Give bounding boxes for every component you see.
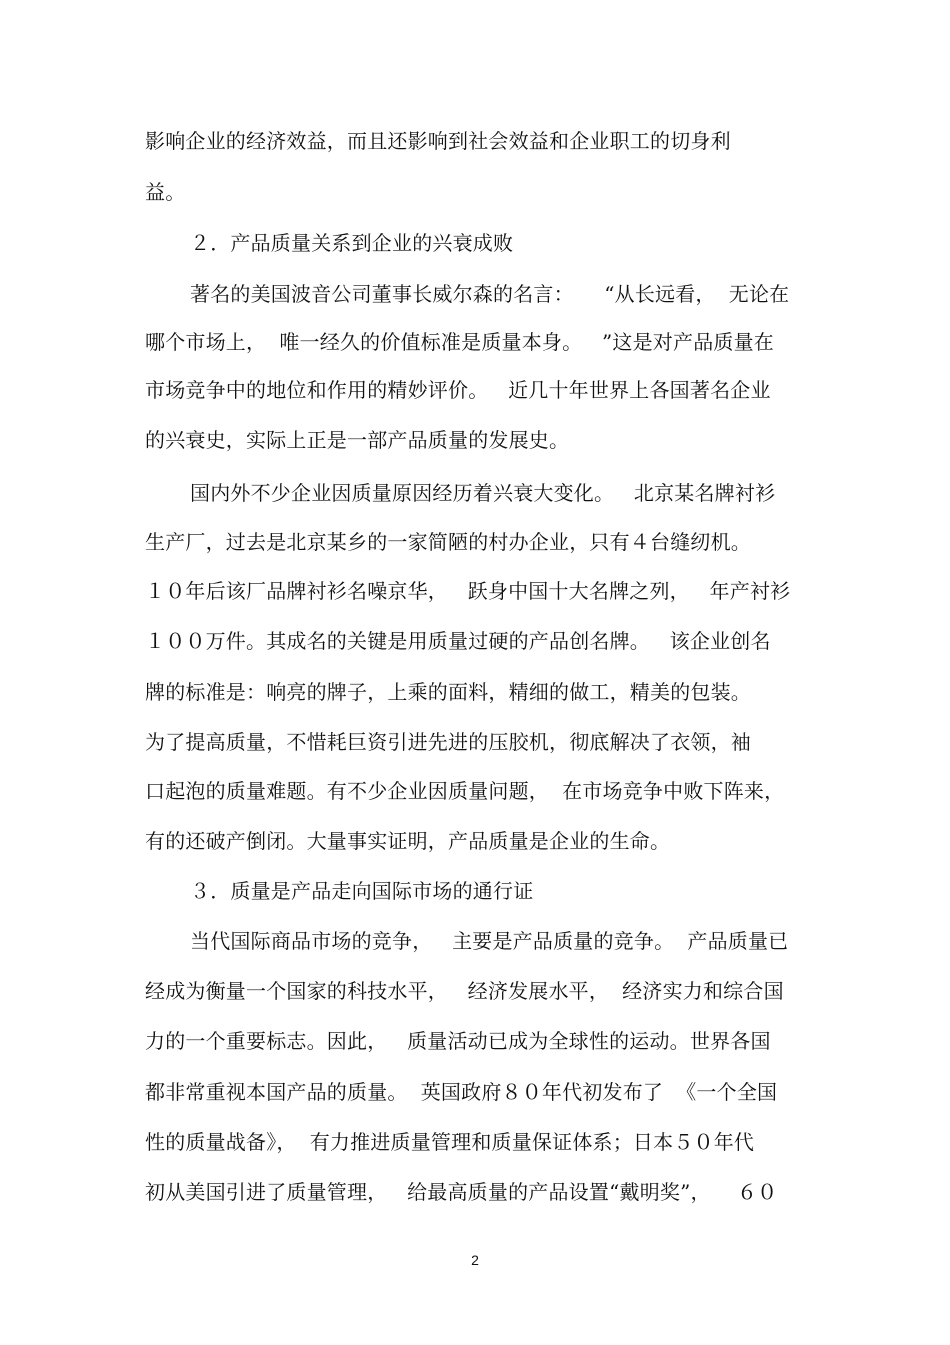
text-line: 口起泡的质量难题。有不少企业因质量问题， 在市场竞争中败下阵来， bbox=[145, 779, 785, 803]
page-number: 2 bbox=[471, 1252, 479, 1268]
text-line: 市场竞争中的地位和作用的精妙评价。 近几十年世界上各国著名企业 bbox=[145, 378, 771, 402]
section-heading: ２．产品质量关系到企业的兴衰成败 bbox=[190, 231, 514, 255]
text-line: １０年后该厂品牌衬衫名噪京华， 跃身中国十大名牌之列， 年产衬衫 bbox=[145, 579, 791, 603]
text-line: 益。 bbox=[145, 180, 186, 204]
text-line: 国内外不少企业因质量原因经历着兴衰大变化。 北京某名牌衬衫 bbox=[190, 481, 776, 505]
text-line: 哪个市场上， 唯一经久的价值标准是质量本身。 ”这是对产品质量在 bbox=[145, 330, 775, 354]
text-line: 牌的标准是：响亮的牌子，上乘的面料，精细的做工，精美的包装。 bbox=[145, 680, 751, 704]
section-heading: ３．质量是产品走向国际市场的通行证 bbox=[190, 879, 534, 903]
text-line: 力的一个重要标志。因此， 质量活动已成为全球性的运动。世界各国 bbox=[145, 1029, 771, 1053]
text-line: 生产厂，过去是北京某乡的一家简陋的村办企业，只有４台缝纫机。 bbox=[145, 530, 751, 554]
text-line: 都非常重视本国产品的质量。 英国政府８０年代初发布了 《一个全国 bbox=[145, 1080, 778, 1104]
text-line: 著名的美国波音公司董事长威尔森的名言： “从长远看， 无论在 bbox=[190, 282, 790, 306]
text-line: 当代国际商品市场的竞争， 主要是产品质量的竞争。 产品质量已 bbox=[190, 929, 789, 953]
text-line: 经成为衡量一个国家的科技水平， 经济发展水平， 经济实力和综合国 bbox=[145, 979, 784, 1003]
text-line: 的兴衰史，实际上正是一部产品质量的发展史。 bbox=[145, 428, 570, 452]
text-line: 初从美国引进了质量管理， 给最高质量的产品设置“戴明奖”， ６０ bbox=[145, 1180, 778, 1204]
text-line: 为了提高质量，不惜耗巨资引进先进的压胶机，彻底解决了衣领，袖 bbox=[145, 730, 751, 754]
text-line: １００万件。其成名的关键是用质量过硬的产品创名牌。 该企业创名 bbox=[145, 629, 771, 653]
text-line: 影响企业的经济效益，而且还影响到社会效益和企业职工的切身利 bbox=[145, 129, 731, 153]
text-line: 性的质量战备》， 有力推进质量管理和质量保证体系；日本５０年代 bbox=[145, 1130, 755, 1154]
text-line: 有的还破产倒闭。大量事实证明，产品质量是企业的生命。 bbox=[145, 829, 671, 853]
